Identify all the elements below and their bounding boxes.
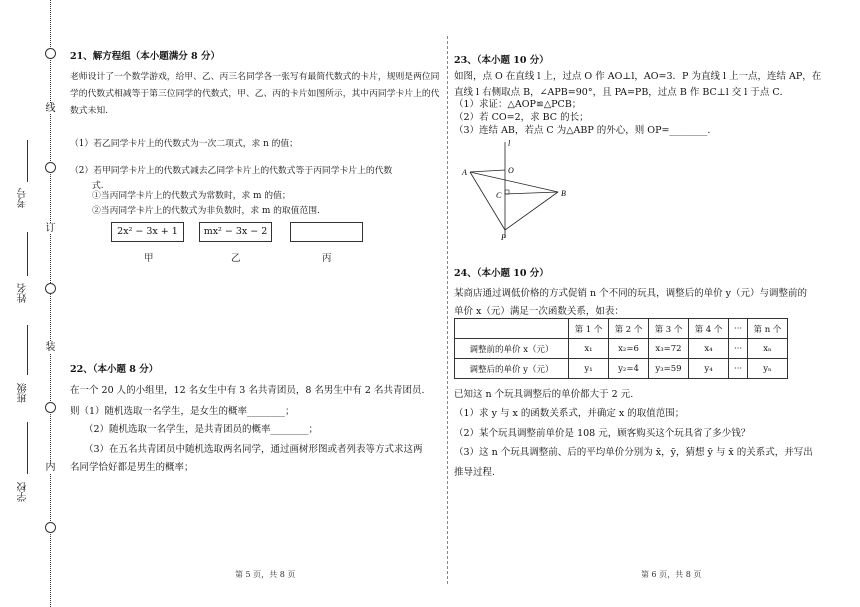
table-cell: ··· xyxy=(729,359,748,379)
q22-line: 名同学恰好都是男生的概率； xyxy=(70,462,194,473)
table-cell: x₃=72 xyxy=(649,339,689,359)
label-C: C xyxy=(496,191,502,200)
table-cell xyxy=(455,319,569,339)
q22-line: 在一个 20 人的小组里，12 名女生中有 3 名共青团员，8 名男生中有 2 名共青团员. xyxy=(70,385,425,396)
q22-line: 则（1）随机选取一名学生，是女生的概率________； xyxy=(70,406,295,417)
segment-AB xyxy=(470,172,558,192)
class-blank xyxy=(27,325,28,375)
name-blank xyxy=(27,232,28,276)
table-cell: 第 3 个 xyxy=(649,319,689,339)
table-cell: yₙ xyxy=(748,359,788,379)
table-cell: 第 n 个 xyxy=(748,319,788,339)
q23-line: （2）若 CO=2，求 BC 的长； xyxy=(454,112,589,123)
label-P: P xyxy=(501,233,506,242)
q21-part2b: ②当丙同学卡片上的代数式为非负数时，求 m 的取值范围. xyxy=(92,206,320,216)
card-yi-label: 乙 xyxy=(231,253,241,264)
q21-title: 21、解方程组（本小题满分 8 分） xyxy=(70,51,220,62)
hole-circle xyxy=(45,522,56,533)
q21-intro-line: 数式未知. xyxy=(70,106,108,116)
right-angle-mark xyxy=(505,190,509,194)
card-jia-label: 甲 xyxy=(144,253,154,264)
q22-line: （2）随机选取一名学生，是共青团员的概率________； xyxy=(84,424,319,435)
label-B: B xyxy=(561,189,566,198)
q24-line: （3）这 n 个玩具调整前、后的平均单价分别为 x̄，ȳ，猜想 ȳ 与 x̄ 的关系式，并写出 xyxy=(454,447,813,458)
hole-circle xyxy=(45,48,56,59)
q21-intro-line: 老师设计了一个数学游戏，给甲、乙、丙三名同学各一张写有最简代数式的卡片，规则是两位同 xyxy=(70,72,440,82)
table-cell: 第 2 个 xyxy=(609,319,649,339)
q23-line: 直线 l 右侧取点 B，∠APB=90°，且 PA=PB，过点 B 作 BC⊥l 交 l 于点 C． xyxy=(454,87,790,98)
school-label: 学校 xyxy=(18,482,29,502)
table-cell: x₄ xyxy=(689,339,729,359)
table-cell: 第 1 个 xyxy=(569,319,609,339)
q22-line: （3）在五名共青团员中随机选取两名同学，通过画树形图或者列表等方式求这两 xyxy=(84,444,423,455)
label-O: O xyxy=(508,166,514,175)
table-cell: 调整后的单价 y（元） xyxy=(455,359,569,379)
column-divider xyxy=(447,36,448,584)
seal-char: 内 xyxy=(45,462,56,473)
segment-PB xyxy=(505,192,558,230)
table-cell: x₁ xyxy=(569,339,609,359)
card-bing-label: 丙 xyxy=(322,253,332,264)
binding-strip xyxy=(0,0,60,607)
q23-line: （3）连结 AB，若点 C 为△ABP 的外心，则 OP=________. xyxy=(454,125,711,136)
label-A: A xyxy=(462,168,467,177)
price-table xyxy=(454,318,788,379)
table-cell: ··· xyxy=(729,339,748,359)
card-jia: 2x² − 3x + 1 xyxy=(111,222,184,242)
q21-part1: （1）若乙同学卡片上的代数式为一次二项式，求 n 的值； xyxy=(70,139,298,149)
q22-title: 22、（本小题 8 分） xyxy=(70,364,159,375)
table-cell: xₙ xyxy=(748,339,788,359)
hole-circle xyxy=(45,162,56,173)
q24-line: （2）某个玩具调整前单价是 108 元，顾客购买这个玩具省了多少钱？ xyxy=(454,428,751,439)
table-cell: y₂=4 xyxy=(609,359,649,379)
school-blank xyxy=(27,422,28,474)
q21-part2a: ①当丙同学卡片上的代数式为常数时，求 m 的值； xyxy=(92,191,291,201)
q23-line: （1）求证：△AOP≌△PCB； xyxy=(454,99,582,110)
exam-number-blank xyxy=(27,140,28,182)
table-cell: y₄ xyxy=(689,359,729,379)
table-cell: y₁ xyxy=(569,359,609,379)
segment-AP xyxy=(470,172,505,230)
q21-part2-line: 式. xyxy=(92,181,104,191)
table-row xyxy=(455,339,788,359)
q24-line: 已知这 n 个玩具调整后的单价都大于 2 元. xyxy=(454,389,634,400)
label-l: l xyxy=(508,139,511,148)
q24-line: 推导过程. xyxy=(454,467,496,478)
hole-circle xyxy=(45,402,56,413)
q21-part2-line: （2）若甲同学卡片上的代数式减去乙同学卡片上的代数式等于丙同学卡片上的代数 xyxy=(70,166,393,176)
class-label: 班级 xyxy=(18,383,29,403)
hole-circle xyxy=(45,283,56,294)
page-footer-right: 第 6 页，共 8 页 xyxy=(641,570,702,579)
table-cell: x₂=6 xyxy=(609,339,649,359)
seal-char: 订 xyxy=(45,223,56,234)
table-cell: y₃=59 xyxy=(649,359,689,379)
table-cell: 调整前的单价 x（元） xyxy=(455,339,569,359)
q24-line: （1）求 y 与 x 的函数关系式，并确定 x 的取值范围； xyxy=(454,408,685,419)
table-row xyxy=(455,359,788,379)
table-header-row xyxy=(455,319,788,339)
card-bing xyxy=(290,222,363,242)
q24-line: 某商店通过调低价格的方式促销 n 个不同的玩具，调整后的单价 y（元）与调整前的 xyxy=(454,288,808,299)
name-label: 姓名 xyxy=(18,283,29,303)
seal-char: 线 xyxy=(45,103,56,114)
seal-char: 装 xyxy=(45,342,56,353)
exam-number-label: 考号 xyxy=(18,188,29,208)
table-cell: 第 4 个 xyxy=(689,319,729,339)
seal-dotted-line xyxy=(50,0,51,607)
q23-figure xyxy=(455,136,575,244)
q23-line: 如图，点 O 在直线 l 上，过点 O 作 AO⊥l，AO=3．P 为直线 l 上一点，连结 AP，在 xyxy=(454,71,822,82)
q21-intro-line: 学的代数式相减等于第三位同学的代数式，甲、乙、丙的卡片如图所示，其中丙同学卡片上的代 xyxy=(70,89,440,99)
segment-BC xyxy=(505,192,558,194)
page-footer-left: 第 5 页，共 8 页 xyxy=(235,570,296,579)
segment-AO xyxy=(470,170,505,172)
q23-title: 23、（本小题 10 分） xyxy=(454,55,549,66)
q24-title: 24、（本小题 10 分） xyxy=(454,268,549,279)
table-cell: ··· xyxy=(729,319,748,339)
card-yi: mx² − 3x − 2 xyxy=(199,222,272,242)
q24-line: 单价 x（元）满足一次函数关系，如表： xyxy=(454,306,624,317)
